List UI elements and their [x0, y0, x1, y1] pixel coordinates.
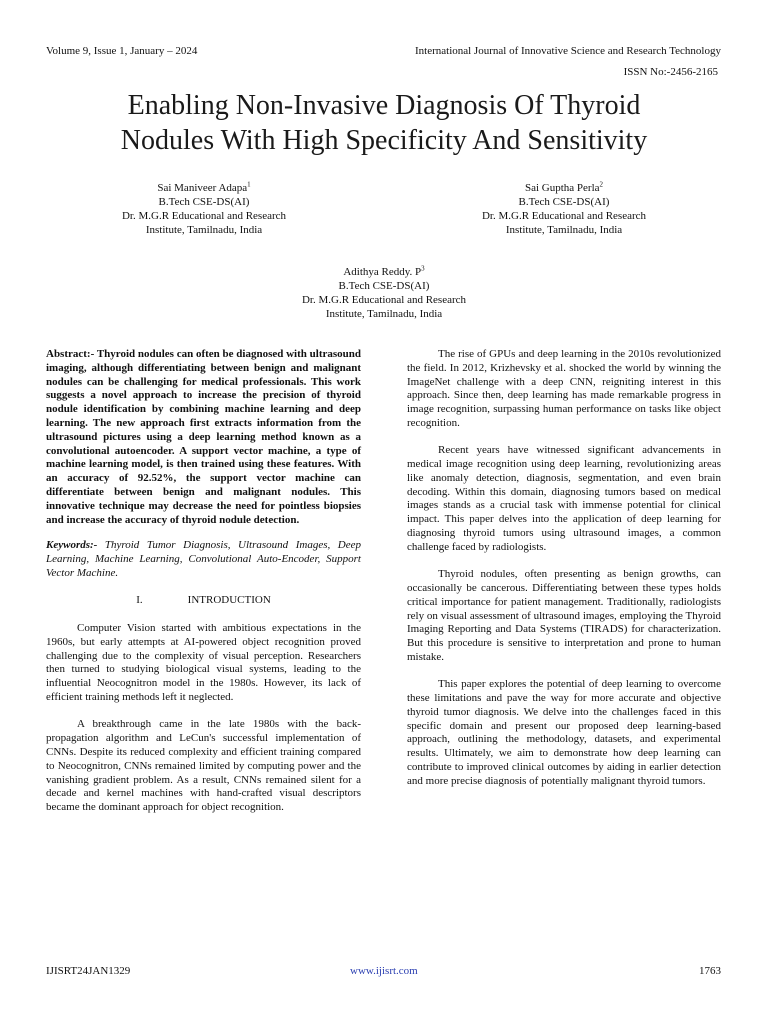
website-link[interactable]: www.ijisrt.com [350, 965, 418, 977]
paragraph: Recent years have witnessed significant advancements in medical image recognition using deep learning, revolutionizing areas like anomaly detection, diagnosis, segmentation, and even brain decoding. Within this domain, diagnosing tumors based on medical images stands as a crucial task with immense potential for clinical impact. This paper delves into the application of deep learning for diagnosing thyroid tumors using ultrasound images, a common challenge faced by radiologists. [407, 444, 721, 553]
author-affiliation-location: Institute, Tamilnadu, India [145, 224, 263, 236]
author-sup: 3 [421, 264, 425, 273]
abstract: Abstract:- Thyroid nodules can often be diagnosed with ultrasound imaging, although differentiating between benign and malignant nodules can be challenging for medical professionals. This work suggests a novel approach to increase the precision of thyroid nodule identification by combining machine learning and deep learning. The new approach first extracts information from the ultrasound pictures using a deep learning method known as a convolutional autoencoder. A support vector machine, a type of machine learning model, is then trained using these features. With an accuracy of 92.52%, the support vector machine can differentiate between benign and malignant nodules. This innovative technique may decrease the need for pointless biopsies and increase the accuracy of thyroid nodule detection. [46, 348, 361, 526]
title-line-1: Enabling Non-Invasive Diagnosis Of Thyroid [127, 90, 641, 121]
title-line-2: Nodules With High Specificity And Sensitivity [120, 125, 648, 156]
page-number: 1763 [699, 965, 721, 977]
keywords-text: Thyroid Tumor Diagnosis, Ultrasound Images, Deep Learning, Machine Learning, Convolutional Auto-Encoder, Support Vector Machine. [46, 539, 361, 579]
paragraph: Thyroid nodules, often presenting as benign growths, can occasionally be cancerous. Differentiating between these types holds critical importance for patient management. Traditionally, radiologists rely on visual assessment of ultrasound images, employing the Thyroid Imaging Reporting and Data Systems (TIRADS) for characterization. But this procedure is sensitive to interpretation and prone to human mistake. [407, 568, 721, 663]
author-name: Sai Maniveer Adapa [157, 182, 248, 194]
keywords-label: Keywords:- [46, 539, 98, 552]
paragraph: This paper explores the potential of deep learning to overcome these limitations and pave the way for more accurate and objective thyroid tumor diagnosis. We delve into the challenges faced in this specific domain and present our proposed deep learning-based approach, outlining the methodology, datasets, and experimental results. Ultimately, we aim to demonstrate how deep learning can contribute to improved clinical outcomes by aiding in earlier detection and more precise diagnosis of potentially malignant thyroid tumors. [407, 678, 721, 787]
author-degree: B.Tech CSE-DS(AI) [338, 280, 430, 292]
author-name: Sai Guptha Perla [524, 182, 600, 194]
left-column [46, 348, 361, 828]
author-sup: 1 [247, 180, 251, 189]
paragraph: A breakthrough came in the late 1980s with the back-propagation algorithm and LeCun's successful implementation of CNNs. Despite its reduced complexity and efficient training compared to Neocognitron, CNNs remained limited by computing power and the vanishing gradient problem. As a result, CNNs remained silent for a decade and kernel machines with hand-crafted visual descriptors became the dominant approach for object recognition. [46, 718, 361, 814]
volume-info: Volume 9, Issue 1, January – 2024 [46, 45, 198, 57]
author-name: Adithya Reddy. P [343, 266, 422, 278]
right-column [407, 348, 721, 802]
paragraph: The rise of GPUs and deep learning in the 2010s revolutionized the field. In 2012, Krizhevsky et al. shocked the world by winning the ImageNet challenge with a deep CNN, reigniting interest in this approach. Since then, deep learning has made remarkable progress in image recognition, surpassing human performance on tasks like object recognition. [407, 348, 721, 429]
author-block-3 [276, 265, 492, 321]
issn: ISSN No:-2456-2165 [623, 66, 718, 78]
section-heading [46, 594, 361, 608]
paper-id: IJISRT24JAN1329 [46, 965, 131, 977]
author-affiliation: Dr. M.G.R Educational and Research [481, 210, 647, 222]
author-block-2 [456, 181, 672, 237]
author-affiliation-location: Institute, Tamilnadu, India [325, 308, 443, 320]
author-degree: B.Tech CSE-DS(AI) [518, 196, 610, 208]
paragraph: Computer Vision started with ambitious expectations in the 1960s, but early attempts at AI-powered object recognition proved challenging due to the complexity of visual perception. Researchers then turned to studying biological visual systems, leading to the influential Neocognitron model in the 1980s. However, its lack of efficient training methods left it neglected. [46, 622, 361, 704]
journal-name: International Journal of Innovative Science and Research Technology [414, 45, 721, 57]
section-title: INTRODUCTION [187, 594, 271, 607]
keywords [46, 539, 361, 580]
author-affiliation-location: Institute, Tamilnadu, India [505, 224, 623, 236]
author-block-1 [96, 181, 312, 237]
section-number: I. [136, 594, 143, 607]
author-sup: 2 [599, 180, 604, 189]
author-affiliation: Dr. M.G.R Educational and Research [301, 294, 467, 306]
paper-title [40, 88, 728, 158]
author-degree: B.Tech CSE-DS(AI) [158, 196, 250, 208]
author-affiliation: Dr. M.G.R Educational and Research [121, 210, 287, 222]
